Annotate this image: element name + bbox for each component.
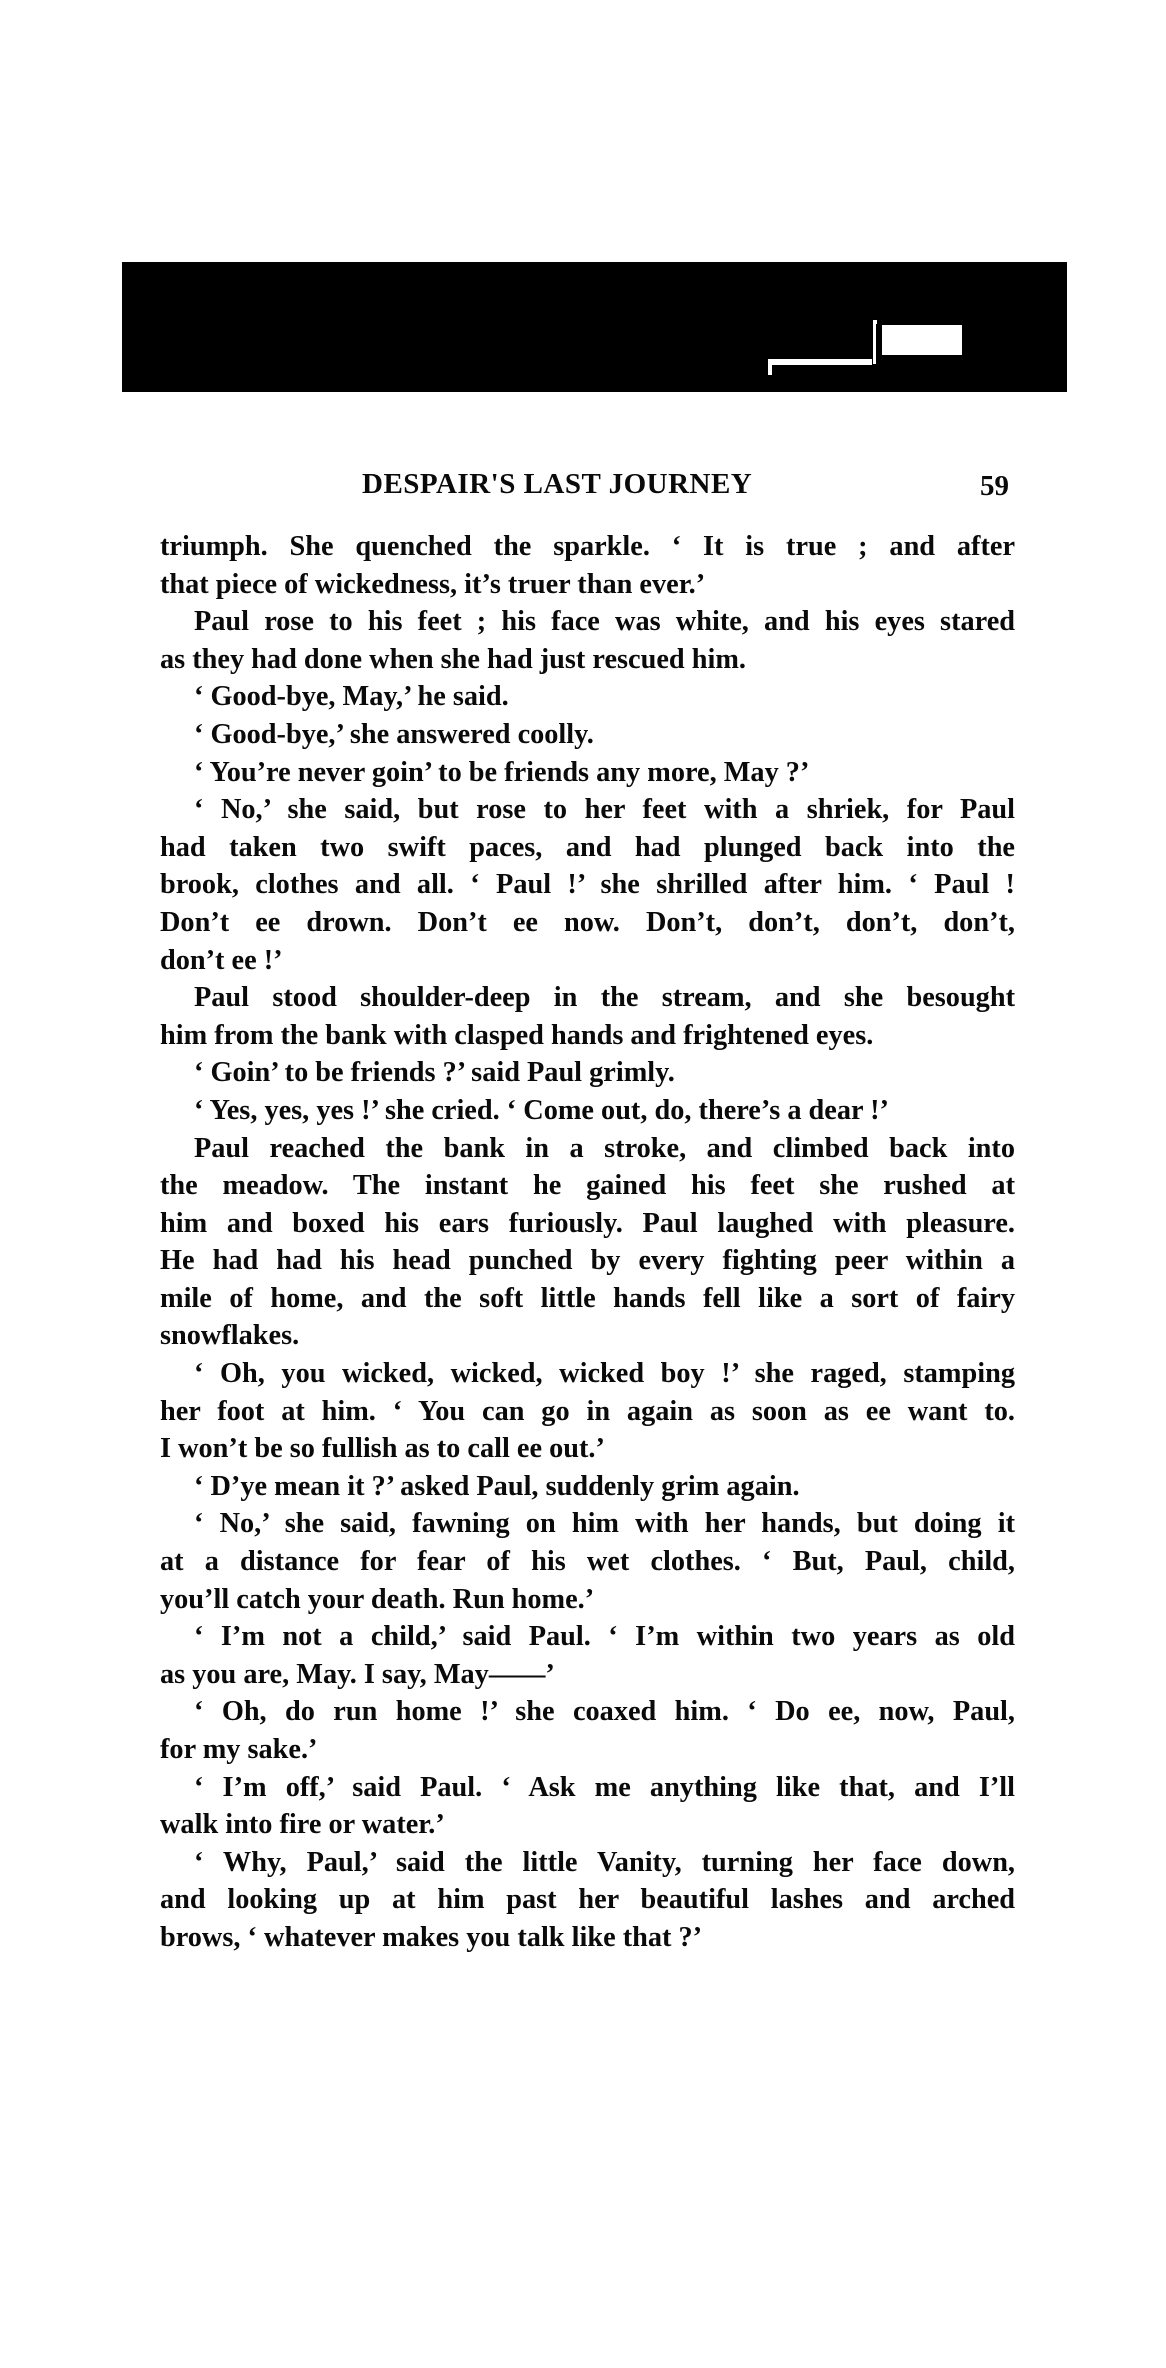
text-line: I won’t be so fullish as to call ee out.’ xyxy=(160,1433,605,1465)
text-line: the meadow. The instant he gained his feet she rushed at xyxy=(160,1170,1015,1202)
text-line: ‘ Good-bye,’ she answered coolly. xyxy=(194,718,594,750)
text-line: brook, clothes and all. ‘ Paul !’ she shrilled after him. ‘ Paul ! xyxy=(160,869,1015,901)
text-line: her foot at him. ‘ You can go in again as soon as ee want to. xyxy=(160,1395,1015,1427)
running-head xyxy=(0,468,1166,508)
text-line: ‘ No,’ she said, but rose to her feet with a shriek, for Paul xyxy=(194,794,1015,826)
body-text xyxy=(160,528,1015,1957)
text-line: walk into fire or water.’ xyxy=(160,1809,445,1841)
band-artifact-line xyxy=(768,359,872,365)
text-line: ‘ Yes, yes, yes !’ she cried. ‘ Come out, do, there’s a dear !’ xyxy=(194,1094,889,1126)
text-line: Paul rose to his feet ; his face was white, and his eyes stared xyxy=(194,606,1015,638)
text-line: had taken two swift paces, and had plunged back into the xyxy=(160,831,1015,863)
text-line: ‘ Good-bye, May,’ he said. xyxy=(194,681,509,713)
text-line: ‘ Oh, do run home !’ she coaxed him. ‘ Do ee, now, Paul, xyxy=(194,1696,1015,1728)
text-line: ‘ No,’ she said, fawning on him with her hands, but doing it xyxy=(194,1508,1015,1540)
text-line: that piece of wickedness, it’s truer than ever.’ xyxy=(160,568,706,600)
text-line: triumph. She quenched the sparkle. ‘ It is true ; and after xyxy=(160,531,1015,562)
text-line: don’t ee !’ xyxy=(160,944,283,976)
redaction-band xyxy=(122,262,1067,392)
text-line: him from the bank with clasped hands and frightened eyes. xyxy=(160,1019,874,1051)
band-artifact-side xyxy=(873,324,876,364)
text-line: ‘ Goin’ to be friends ?’ said Paul grimly. xyxy=(194,1057,675,1089)
text-line: brows, ‘ whatever makes you talk like that ?’ xyxy=(160,1921,703,1953)
text-line: ‘ D’ye mean it ?’ asked Paul, suddenly grim again. xyxy=(194,1470,800,1502)
page-number: 59 xyxy=(980,470,1009,502)
text-line: He had had his head punched by every fighting peer within a xyxy=(160,1245,1015,1277)
text-line: ‘ Oh, you wicked, wicked, wicked boy !’ she raged, stamping xyxy=(194,1358,1015,1390)
text-line: ‘ Why, Paul,’ said the little Vanity, turning her face down, xyxy=(194,1846,1015,1878)
text-line: ‘ You’re never goin’ to be friends any more, May ?’ xyxy=(194,756,810,788)
text-line: as they had done when she had just rescued him. xyxy=(160,643,746,675)
text-line: as you are, May. I say, May——’ xyxy=(160,1658,555,1690)
text-line: mile of home, and the soft little hands fell like a sort of fairy xyxy=(160,1282,1015,1314)
text-line: Don’t ee drown. Don’t ee now. Don’t, don’t, don’t, don’t, xyxy=(160,906,1015,938)
running-title: DESPAIR'S LAST JOURNEY xyxy=(362,468,753,500)
text-line: and looking up at him past her beautiful lashes and arched xyxy=(160,1884,1015,1916)
text-line: at a distance for fear of his wet clothes. ‘ But, Paul, child, xyxy=(160,1546,1015,1578)
text-line: him and boxed his ears furiously. Paul laughed with pleasure. xyxy=(160,1207,1015,1239)
band-artifact-tick xyxy=(768,359,772,375)
text-line: ‘ I’m not a child,’ said Paul. ‘ I’m within two years as old xyxy=(194,1621,1015,1653)
text-line: Paul reached the bank in a stroke, and climbed back into xyxy=(194,1132,1015,1164)
text-line: ‘ I’m off,’ said Paul. ‘ Ask me anything like that, and I’ll xyxy=(194,1771,1015,1803)
band-artifact-box xyxy=(882,325,962,355)
text-line: for my sake.’ xyxy=(160,1734,318,1765)
text-line: you’ll catch your death. Run home.’ xyxy=(160,1583,595,1615)
text-line: Paul stood shoulder-deep in the stream, and she besought xyxy=(194,982,1015,1014)
text-line: snowflakes. xyxy=(160,1320,300,1352)
